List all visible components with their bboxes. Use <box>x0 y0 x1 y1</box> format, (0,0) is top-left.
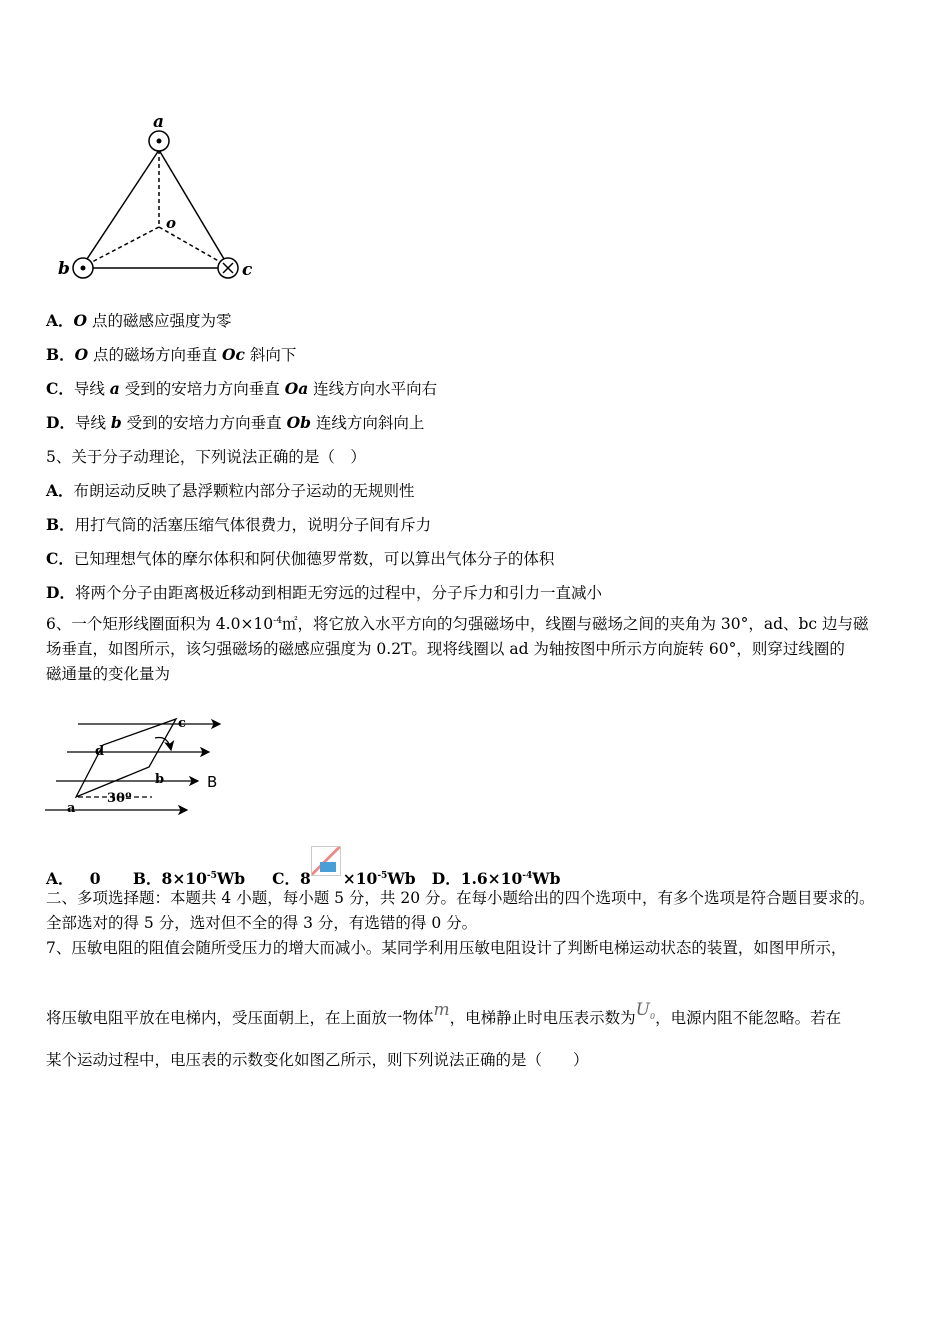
q4-option-c[interactable]: C．导线 a 受到的安培力方向垂直 Oa 连线方向水平向右 <box>46 379 438 398</box>
section2-line1: 二、多项选择题：本题共 4 小题，每小题 5 分，共 20 分。在每小题给出的四个选项中，有多个选项是符合题目要求的。 <box>46 889 875 907</box>
q4-option-d[interactable]: D．导线 b 受到的安培力方向垂直 Ob 连线方向斜向上 <box>46 413 425 432</box>
angle-label: 30º <box>107 791 132 806</box>
q6-option-a[interactable]: A． 0 <box>46 869 101 888</box>
coil-label-b: b <box>155 772 165 787</box>
q5-option-a[interactable]: A．布朗运动反映了悬浮颗粒内部分子运动的无规则性 <box>46 481 415 500</box>
coil-label-d: d <box>95 744 105 759</box>
q6-option-d[interactable]: D．$1.6\times 10^{-4}Wb$ <box>431 869 561 888</box>
current-out-icon <box>157 139 162 144</box>
label-a: a <box>153 112 165 132</box>
section2-line2: 全部选对的得 5 分，选对但不全的得 3 分，有选错的得 0 分。 <box>46 914 478 932</box>
q6-option-b[interactable]: B．$8\times 10^{-5}Wb$ <box>132 869 246 888</box>
label-c: c <box>242 260 253 280</box>
label-o: o <box>166 214 177 232</box>
q4-option-a[interactable]: A．O 点的磁感应强度为零 <box>46 311 232 330</box>
coil-figure <box>40 705 240 820</box>
coil-label-c: c <box>178 716 186 731</box>
field-label-b: B <box>207 773 218 791</box>
q7-line2: 将压敏电阻平放在电梯内，受压面朝上，在上面放一物体m，电梯静止时电压表示数为$U^0$，电源内阻不能忽略。若在 <box>46 1000 842 1027</box>
wire-triangle-figure <box>50 110 270 290</box>
q6-stem-line3: 磁通量的变化量为 <box>46 665 171 683</box>
q6-option-c[interactable]: C．$8 \times 10^{-5}Wb$ <box>272 869 415 888</box>
q5-option-c[interactable]: C．已知理想气体的摩尔体积和阿伏伽德罗常数，可以算出气体分子的体积 <box>46 549 555 568</box>
q6-options <box>46 846 561 889</box>
q5-option-b[interactable]: B．用打气筒的活塞压缩气体很费力，说明分子间有斥力 <box>46 515 432 534</box>
coil-label-a: a <box>67 801 76 816</box>
q7-line1: 7、压敏电阻的阻值会随所受压力的增大而减小。某同学利用压敏电阻设计了判断电梯运动状态的装置，如图甲所示， <box>46 939 847 957</box>
q6-stem-line2: 场垂直，如图所示，该匀强磁场的磁感应强度为 0.2T。现将线圈以 ad 为轴按图中所示方向旋转 60°，则穿过线圈的 <box>46 640 845 658</box>
q5-stem: 5、关于分子动理论，下列说法正确的是（ ） <box>46 448 366 466</box>
q4-option-b[interactable]: B．O 点的磁场方向垂直 Oc 斜向下 <box>46 345 297 364</box>
current-out-icon <box>81 266 86 271</box>
broken-image-icon <box>311 846 341 876</box>
label-b: b <box>58 259 70 279</box>
q5-option-d[interactable]: D．将两个分子由距离极近移动到相距无穷远的过程中，分子斥力和引力一直减小 <box>46 583 602 602</box>
q7-line3: 某个运动过程中，电压表的示数变化如图乙所示，则下列说法正确的是（ ） <box>46 1051 589 1069</box>
q6-stem-line1: 6、一个矩形线圈面积为 $4.0\times 10^{-4}㎡$，将它放入水平方向的匀强磁场中，线圈与磁场之间的夹角为 30°，ad、bc 边与磁 <box>46 615 869 633</box>
